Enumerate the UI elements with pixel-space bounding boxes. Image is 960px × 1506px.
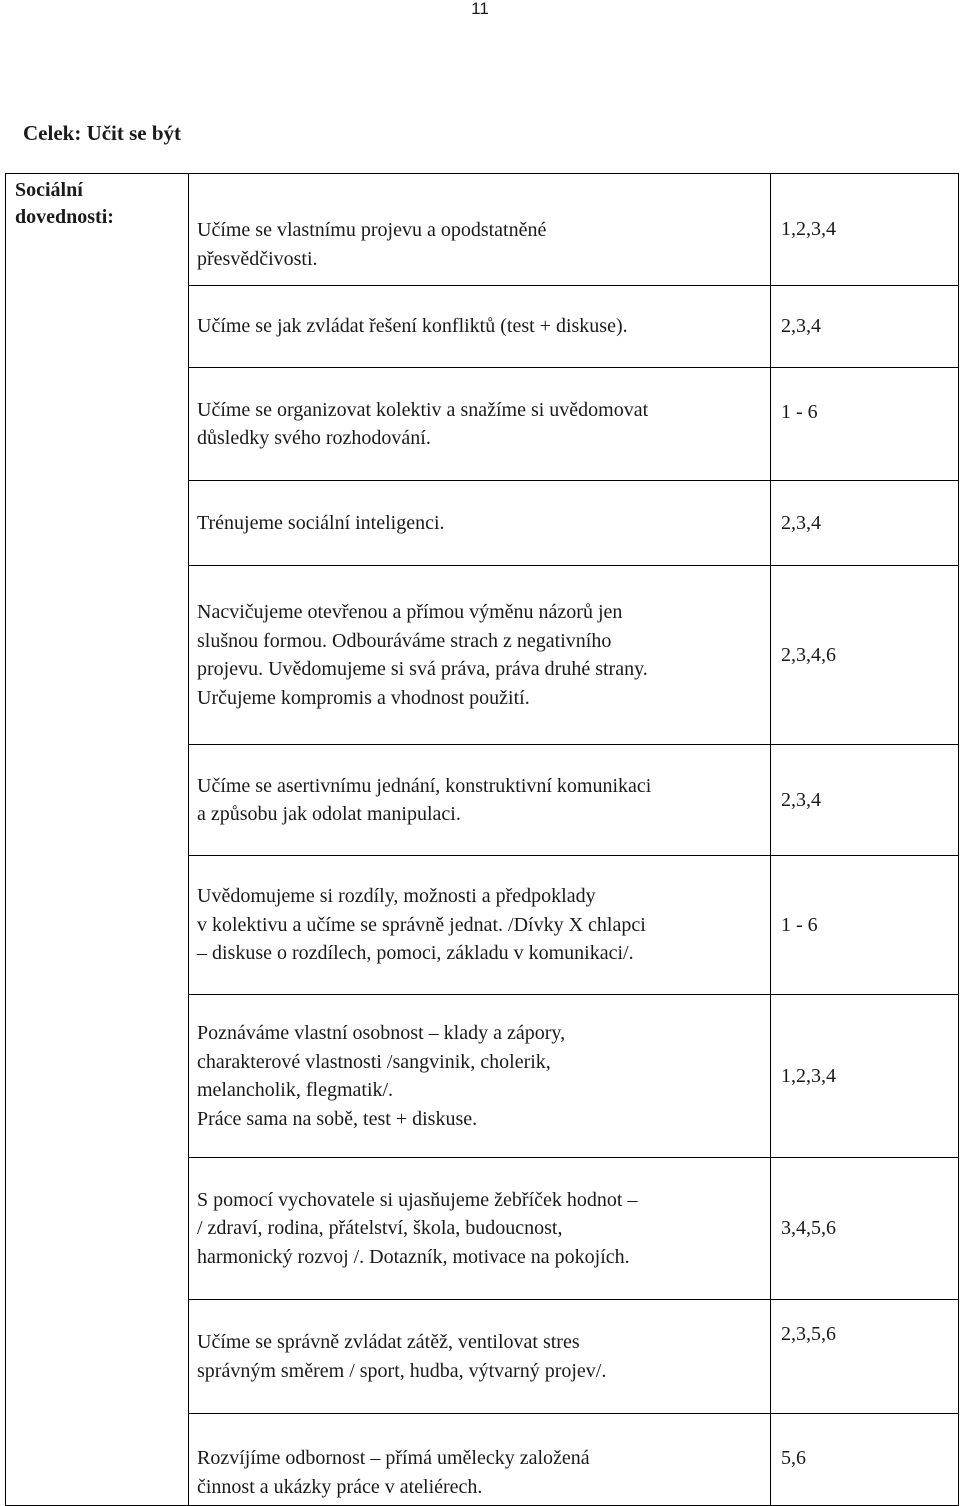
activity-description: Nacvičujeme otevřenou a přímou výměnu názorů jen slušnou formou. Odbouráváme strach z negativního projevu. Uvědomujeme si svá práva, práva druhé strany. Určujeme kompromis a vhodnost použití.: [197, 601, 648, 709]
activity-description: Rozvíjíme odbornost – přímá umělecky založená činnost a ukázky práce v ateliérech.: [197, 1447, 590, 1498]
grades-value: 2,3,4: [781, 511, 821, 534]
grades-cell: [771, 566, 959, 745]
activity-description: Uvědomujeme si rozdíly, možnosti a předpoklady v kolektivu a učíme se správně jednat. /Dívky X chlapci – diskuse o rozdílech, pomoci, základu v komunikaci/.: [197, 885, 646, 965]
grades-cell: [771, 745, 959, 856]
activity-description: Učíme se asertivnímu jednání, konstruktivní komunikaci a způsobu jak odolat manipulaci.: [197, 774, 652, 825]
activity-cell: [189, 1414, 771, 1506]
grades-value: 2,3,4,6: [781, 643, 836, 666]
activity-cell: [189, 856, 771, 995]
grades-value: 1,2,3,4: [781, 1064, 836, 1087]
activity-description: S pomocí vychovatele si ujasňujeme žebříček hodnot – / zdraví, rodina, přátelství, škola, budoucnost, harmonický rozvoj /. Dotazník, motivace na pokojích.: [197, 1188, 638, 1268]
category-cell: [6, 174, 189, 1506]
grades-cell: [771, 481, 959, 566]
grades-cell: [771, 1300, 959, 1414]
grades-value: 1 - 6: [781, 401, 818, 423]
activity-description: Učíme se organizovat kolektiv a snažíme si uvědomovat důsledky svého rozhodování.: [197, 398, 649, 449]
activity-cell: [189, 1300, 771, 1414]
grades-cell: [771, 1414, 959, 1506]
activity-cell: [189, 368, 771, 481]
table-row: [6, 174, 959, 286]
grades-cell: [771, 995, 959, 1158]
curriculum-table: [5, 173, 959, 1506]
grades-cell: [771, 1158, 959, 1300]
section-title: Celek: Učit se být: [23, 121, 182, 145]
activity-cell: [189, 745, 771, 856]
grades-value: 1 - 6: [781, 913, 818, 936]
grades-value: 3,4,5,6: [781, 1217, 836, 1240]
activity-description: Učíme se vlastnímu projevu a opodstatněné přesvědčivosti.: [197, 219, 547, 270]
grades-value: 2,3,4: [781, 788, 821, 811]
grades-cell: [771, 856, 959, 995]
grades-cell: [771, 174, 959, 286]
activity-description: Učíme se správně zvládat zátěž, ventilovat stres správným směrem / sport, hudba, výtvarný projev/.: [197, 1331, 607, 1382]
grades-cell: [771, 368, 959, 481]
activity-description: Trénujeme sociální inteligenci.: [197, 511, 445, 534]
grades-cell: [771, 286, 959, 368]
grades-value: 5,6: [781, 1447, 806, 1469]
activity-description: Poznáváme vlastní osobnost – klady a zápory, charakterové vlastnosti /sangvinik, cholerik, melancholik, flegmatik/. Práce sama na sobě, test + diskuse.: [197, 1022, 566, 1130]
activity-cell: [189, 995, 771, 1158]
activity-cell: [189, 566, 771, 745]
grades-value: 2,3,5,6: [781, 1323, 836, 1345]
page-number: 11: [471, 0, 489, 18]
grades-value: 1,2,3,4: [781, 218, 836, 241]
category-label: Sociální dovednosti:: [15, 179, 114, 228]
activity-description: Učíme se jak zvládat řešení konfliktů (test + diskuse).: [197, 315, 628, 338]
activity-cell: [189, 481, 771, 566]
grades-value: 2,3,4: [781, 315, 821, 338]
activity-cell: [189, 286, 771, 368]
activity-cell: [189, 1158, 771, 1300]
activity-cell: [189, 174, 771, 286]
